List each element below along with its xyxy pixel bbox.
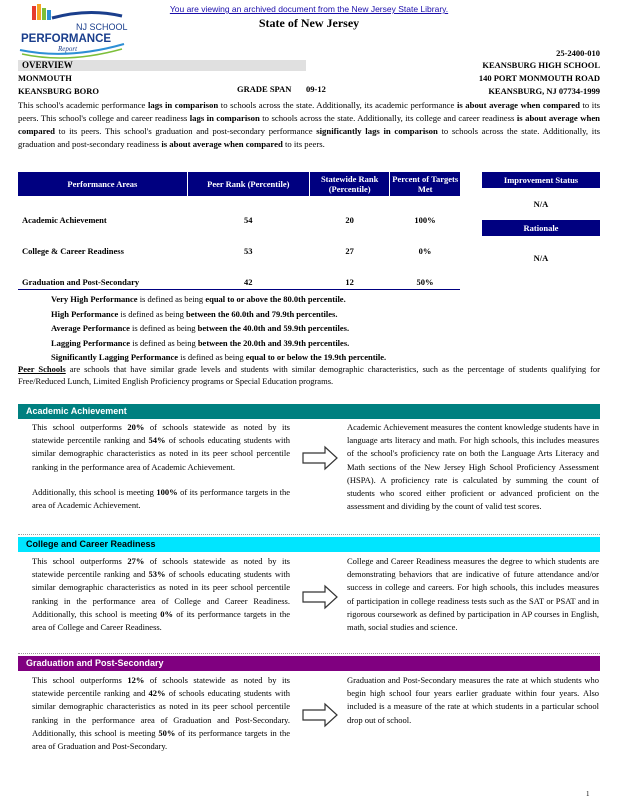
table-row [18,196,460,227]
rationale-value: N/A [533,253,549,263]
svg-text:PERFORMANCE: PERFORMANCE [21,33,112,45]
peer-schools-note: Peer Schools are schools that have similar grade levels and students with similar demographic characteristics, such as the percentage of students qualifying for Free/Reduced Lunch, Limited English Proficiency programs or Special Education programs. [18,364,600,386]
nj-school-performance-logo [18,4,128,62]
academic-achievement-description: Academic Achievement measures the content knowledge students have in language arts literacy and math. For high schools, this includes measures of the school's proficiency rate on both the Language Arts Literacy and Math sections of the New Jersey High School Proficiency Assessment (HSPA). A proficiency rate is calculated by summing the count of students who scored either proficient or advanced proficient on the assessment and dividing by the count of valid test scores. [347,422,599,512]
school-address-line2: KEANSBURG, NJ 07734-1999 [488,86,600,96]
row-targets-met: 50% [390,258,460,290]
graduation-description: Graduation and Post-Secondary measures the rate at which students who begin high school four years earlier graduate within four years. Also included is a measure of the rate at which students in a particular school drop out of school. [347,675,599,725]
section-divider [18,534,600,535]
row-statewide-rank: 27 [345,246,354,256]
col-statewide-rank: Statewide Rank (Percentile) [309,172,390,196]
overview-summary: This school's academic performance lags in comparison to schools across the state. Additionally, its academic performance is about average when compared to its peers. This school's college and career readiness lags in comparison to schools across the state. Additionally, its college and career readiness is about average when compared to its peers. This school's graduation and post-secondary performance significantly lags in comparison to schools across the state. Additionally, its graduation and post-secondary readiness is about average when compared to its peers. [18,100,601,149]
row-peer-rank: 54 [244,215,253,225]
overview-label: OVERVIEW [18,60,306,71]
col-targets-met: Percent of Targets Met [390,172,460,196]
graduation-summary: This school outperforms 12% of schools statewide as noted by its statewide percentile ranking and 42% of schools educating students with similar demographic characteristics as noted in its peer school percentile ranking in the performance area of Graduation and Post-Secondary. Additionally, this school is meeting 50% of its performance targets in the area of Graduation and Post-Secondary. [32,675,290,752]
definition-item: High Performance is defined as being between the 60.0th and 79.9th percentiles. [51,308,338,319]
row-peer-rank: 42 [187,258,309,290]
svg-text:NJ SCHOOL: NJ SCHOOL [76,22,128,32]
col-peer-rank: Peer Rank (Percentile) [187,172,309,196]
row-peer-rank: 53 [244,246,253,256]
definition-item: Very High Performance is defined as being equal to or above the 80.0th percentile. [51,294,346,304]
row-area: Graduation and Post-Secondary [18,258,187,290]
district-name: KEANSBURG BORO [18,86,99,96]
right-arrow-icon [301,584,339,610]
school-name: KEANSBURG HIGH SCHOOL [482,60,600,70]
rationale-header: Rationale [482,220,600,236]
table-row [18,258,460,290]
section-header-academic-achievement: Academic Achievement [18,404,600,419]
definition-item: Average Performance is defined as being between the 40.0th and 59.9th percentiles. [51,323,350,333]
definition-item: Significantly Lagging Performance is defined as being equal to or below the 19.9th percentile. [51,352,387,362]
performance-table-header [18,172,460,196]
section-header-college-career-readiness: College and Career Readiness [18,537,600,552]
performance-definitions [51,292,386,365]
improvement-status-header: Improvement Status [482,172,600,188]
school-code: 25-2400-010 [556,48,600,58]
right-arrow-icon [301,445,339,471]
table-row [18,227,460,258]
col-performance-areas: Performance Areas [18,172,187,196]
section-divider [18,653,600,654]
row-area: College & Career Readiness [22,246,124,256]
grade-span-value: 09-12 [306,84,326,94]
page-number: 1 [586,790,590,798]
college-career-summary: This school outperforms 27% of schools statewide as noted by its statewide percentile ranking and 53% of schools educating students with similar demographic characteristics as noted in its peer school percentile ranking in the performance area of College and Career Readiness. Additionally, this school is meeting 0% of its performance targets in the area of College and Career Readiness. [32,556,290,633]
college-career-description: College and Career Readiness measures the degree to which students are demonstrating behaviors that are indicative of future attendance and/or success in college and careers. For high schools, this includes measures of participation in college readiness tests such as the SAT or PSAT and in rigorous coursework as defined by participation in AP courses in English, math, social studies and science. [347,556,599,633]
row-targets-met: 0% [418,246,432,256]
school-address-line1: 140 PORT MONMOUTH ROAD [478,73,600,83]
row-statewide-rank: 20 [345,215,354,225]
definition-item: Lagging Performance is defined as being between the 20.0th and 39.9th percentiles. [51,337,350,348]
section-header-graduation-post-secondary: Graduation and Post-Secondary [18,656,600,671]
state-title: State of New Jersey [258,16,360,30]
right-arrow-icon [301,702,339,728]
row-area: Academic Achievement [22,215,107,225]
svg-text:Report: Report [58,45,78,53]
county-name: MONMOUTH [18,73,72,83]
performance-table [18,172,460,290]
archive-notice-link[interactable]: You are viewing an archived document from the New Jersey State Library. [169,4,449,14]
grade-span-label: GRADE SPAN [237,84,292,94]
row-statewide-rank: 12 [309,258,390,290]
improvement-status-value: N/A [533,199,549,209]
row-targets-met: 100% [414,215,436,225]
academic-achievement-summary: This school outperforms 20% of schools statewide as noted by its statewide percentile ranking and 54% of schools educating students with similar demographic characteristics as noted in its peer school percentile ranking in the performance area of Academic Achievement. Additionally, this school is meeting 100% of its performance targets in the area of Academic Achievement. [32,422,290,511]
